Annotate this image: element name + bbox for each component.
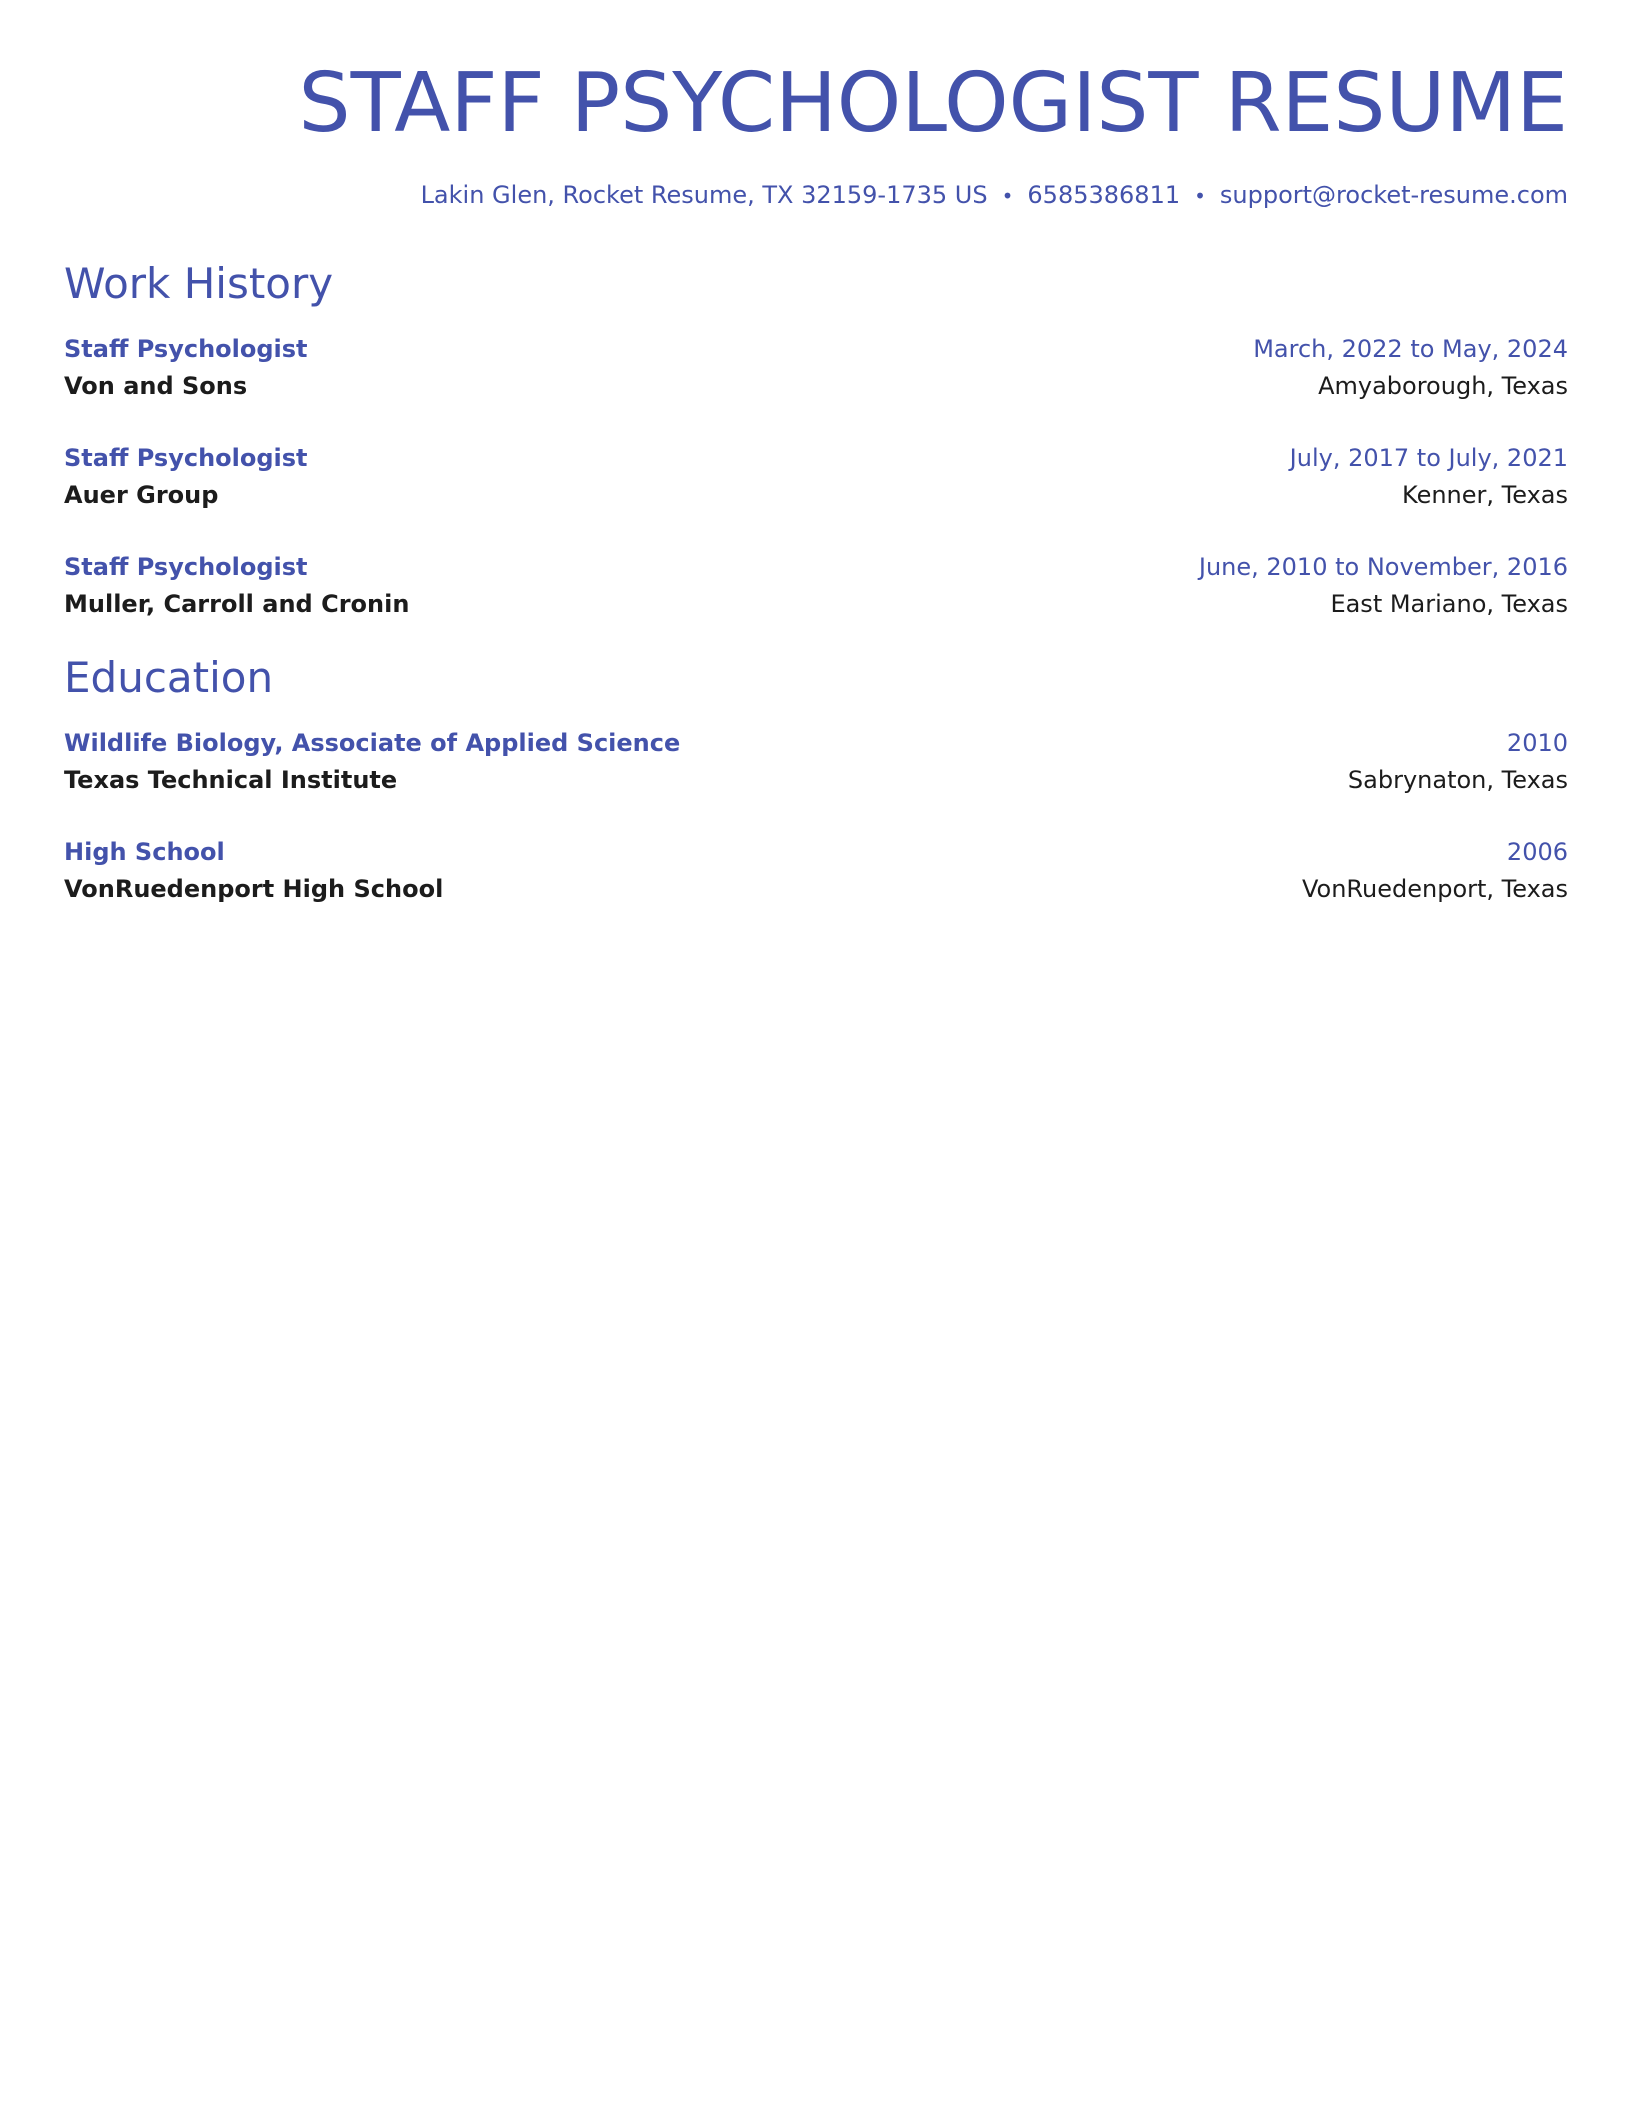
contact-separator: • — [1001, 184, 1014, 208]
graduation-year: 2006 — [1506, 838, 1568, 866]
job-title: Staff Psychologist — [64, 553, 308, 581]
resume-title: STAFF PSYCHOLOGIST RESUME — [298, 56, 1568, 151]
school-name: VonRuedenport High School — [64, 875, 444, 903]
contact-line — [421, 178, 1568, 213]
school-name: Texas Technical Institute — [64, 766, 398, 794]
job-dates: March, 2022 to May, 2024 — [1253, 335, 1568, 363]
contact-separator: • — [1194, 184, 1206, 208]
job-dates: July, 2017 to July, 2021 — [1289, 444, 1568, 472]
work-entry — [64, 331, 1568, 407]
company-name: Von and Sons — [64, 372, 248, 400]
job-title: Staff Psychologist — [64, 335, 308, 363]
education-entry — [64, 725, 1568, 801]
degree-name: Wildlife Biology, Associate of Applied Science — [64, 729, 681, 757]
school-location: VonRuedenport, Texas — [1301, 875, 1568, 903]
degree-name: High School — [64, 838, 225, 866]
contact-email[interactable]: support@rocket-resume.com — [1219, 181, 1568, 209]
graduation-year: 2010 — [1506, 729, 1568, 757]
school-location: Sabrynaton, Texas — [1347, 766, 1568, 794]
job-location: Kenner, Texas — [1402, 481, 1568, 509]
job-dates: June, 2010 to November, 2016 — [1198, 553, 1568, 581]
job-title: Staff Psychologist — [64, 444, 308, 472]
work-history-heading: Work History — [64, 259, 334, 308]
job-location: Amyaborough, Texas — [1318, 372, 1568, 400]
company-name: Muller, Carroll and Cronin — [64, 590, 410, 618]
job-location: East Mariano, Texas — [1330, 590, 1568, 618]
company-name: Auer Group — [64, 481, 219, 509]
work-entry — [64, 440, 1568, 516]
work-entry — [64, 549, 1568, 625]
contact-phone[interactable]: 6585386811 — [1027, 181, 1181, 209]
contact-address: Lakin Glen, Rocket Resume, TX 32159-1735 US — [420, 181, 988, 209]
education-heading: Education — [64, 653, 274, 702]
education-entry — [64, 834, 1568, 910]
